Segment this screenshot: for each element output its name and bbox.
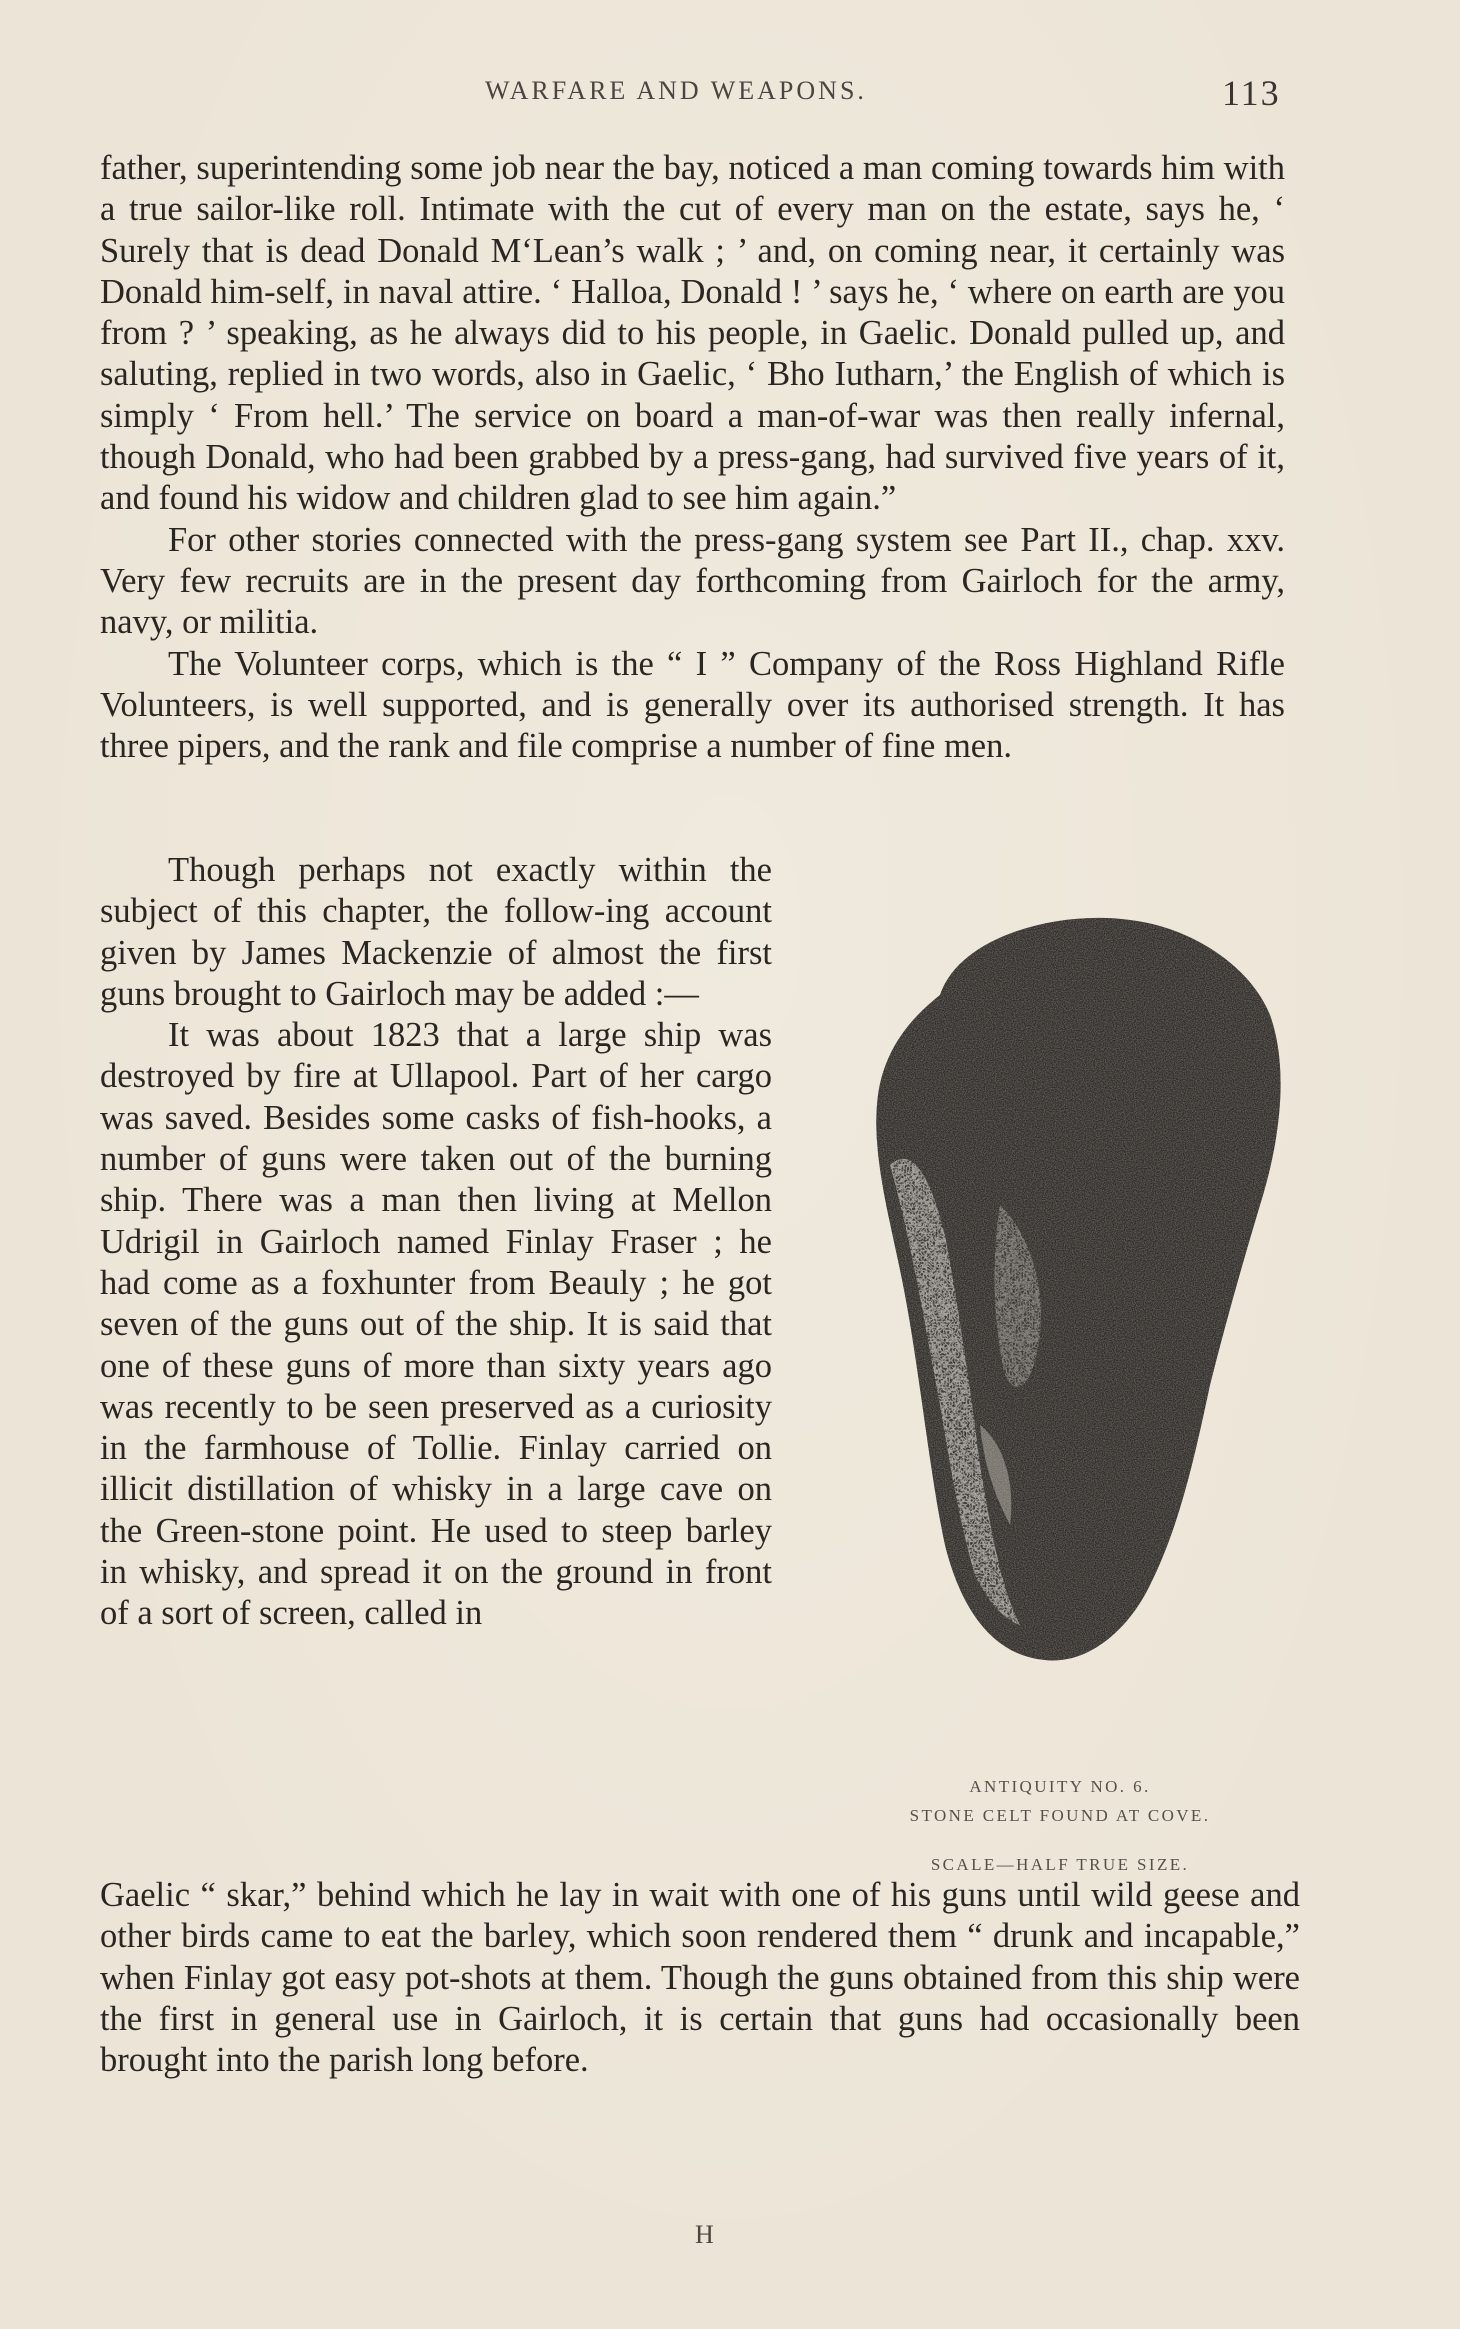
stone-celt-icon bbox=[830, 905, 1290, 1705]
figure-caption-scale: SCALE—HALF TRUE SIZE. bbox=[930, 1855, 1190, 1874]
running-title: WARFARE AND WEAPONS. bbox=[485, 76, 867, 105]
paragraph-donald-mclean: father, superintending some job near the bay, noticed a man coming towards him with a true sailor-like roll. Intimate with the cut of every man on the estate, says he, ‘ Surely that is dead Donald M‘Lean’s walk ; ’ and, on coming near, it certainly was Donald him-self, in naval attire. ‘ Halloa, Donald ! ’ says he, ‘ where on earth are you from ? ’ speaking, as he always did to his people, in Gaelic. Donald pulled up, and saluting, replied in two words, also in Gaelic, ‘ Bho Iutharn,’ the English of which is simply ‘ From hell.’ The service on board a man-of-war was then really infernal, though Donald, who had been grabbed by a press-gang, had survived five years of it, and found his widow and children glad to see him again.” bbox=[100, 149, 1285, 518]
paragraph-press-gang: For other stories connected with the press-gang system see Part II., chap. xxv. Very few recruits are in the present day forthcoming from Gairloch for the army, navy, or militia. bbox=[100, 520, 1285, 642]
page-number: 113 bbox=[1222, 73, 1281, 113]
paragraph-volunteer-corps: The Volunteer corps, which is the “ I ” Company of the Ross Highland Rifle Volunteers, is well supported, and is generally over its authorised strength. It has three pipers, and the rank and file comprise a number of fine men. bbox=[100, 644, 1285, 766]
text-block-top bbox=[100, 148, 1285, 767]
stone-celt-illustration bbox=[830, 905, 1290, 1705]
signature-mark: H bbox=[695, 2220, 714, 2249]
paragraph-guns-intro: Though perhaps not exactly within the subject of this chapter, the follow-ing account given by James Mackenzie of almost the first guns brought to Gairloch may be added :— bbox=[100, 851, 772, 1013]
running-head bbox=[100, 72, 1300, 122]
figure-caption-title: ANTIQUITY NO. 6. bbox=[969, 1777, 1151, 1796]
paragraph-ullapool-ship: It was about 1823 that a large ship was destroyed by fire at Ullapool. Part of her cargo was saved. Besides some casks of fish-hooks, a number of guns were taken out of the burning ship. There was a man then living at Mellon Udrigil in Gairloch named Finlay Fraser ; he had come as a foxhunter from Beauly ; he got seven of the guns out of the ship. It is said that one of these guns of more than sixty years ago was recently to be seen preserved as a curiosity in the farmhouse of Tollie. Finlay carried on illicit distillation of whisky in a large cave on the Green-stone point. He used to steep barley in whisky, and spread it on the ground in front of a sort of screen, called in bbox=[100, 1016, 772, 1633]
text-block-beside-figure bbox=[100, 850, 772, 1635]
text-block-bottom bbox=[100, 1875, 1300, 2081]
figure-caption-description: STONE CELT FOUND AT COVE. bbox=[909, 1806, 1211, 1825]
paragraph-skar-continuation: Gaelic “ skar,” behind which he lay in wait with one of his guns until wild geese and other birds came to eat the barley, which soon rendered them “ drunk and incapable,” when Finlay got easy pot-shots at them. Though the guns obtained from this ship were the first in general use in Gairloch, it is certain that guns had occasionally been brought into the parish long before. bbox=[100, 1876, 1300, 2080]
